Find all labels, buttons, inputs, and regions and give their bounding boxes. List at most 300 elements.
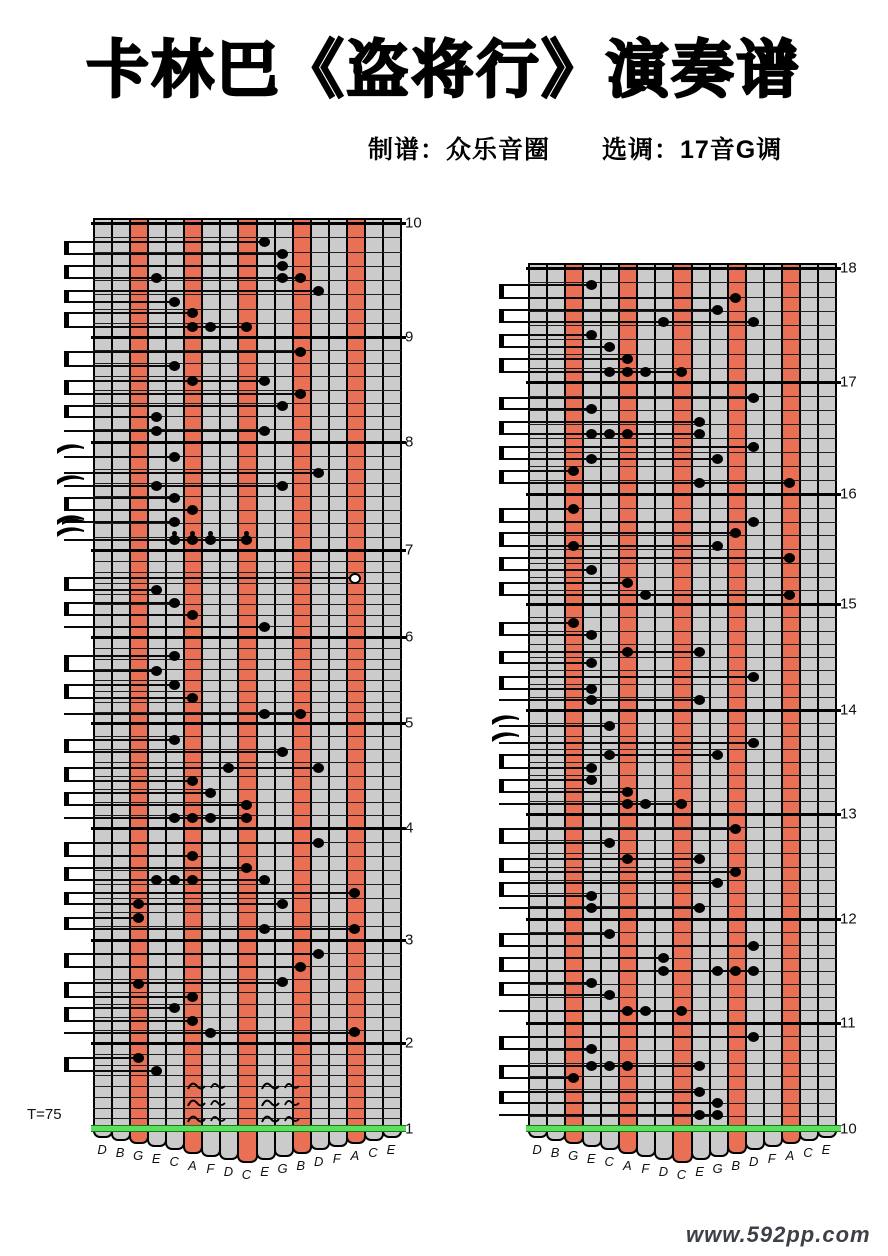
measure-number: 18 xyxy=(840,259,857,277)
note-stem-line xyxy=(499,742,758,744)
beat-row-line xyxy=(528,880,837,881)
tine-label: F xyxy=(641,1161,650,1176)
beat-row-line xyxy=(93,1086,402,1087)
measure-line xyxy=(91,722,406,725)
beat-row-line xyxy=(93,294,402,295)
note-dot xyxy=(604,750,615,760)
note-stem-line xyxy=(499,1102,722,1104)
note-stem-line xyxy=(64,867,251,869)
measure-number: 8 xyxy=(405,433,414,451)
note-dot xyxy=(151,481,162,491)
beam-bar xyxy=(499,421,504,435)
note-dot xyxy=(151,666,162,676)
flag-glyph xyxy=(489,711,525,727)
note-stem-line xyxy=(499,482,794,484)
measure-number: 11 xyxy=(840,1014,856,1032)
note-stem-line xyxy=(64,1020,196,1022)
measure-number: 2 xyxy=(405,1034,414,1052)
tremolo-glyph xyxy=(186,1098,228,1110)
tine-label: B xyxy=(731,1158,741,1173)
note-dot xyxy=(568,1073,579,1083)
beat-row-line xyxy=(93,762,402,763)
measure-number: 9 xyxy=(405,328,414,346)
note-dot xyxy=(205,322,216,332)
note-stem-line xyxy=(64,589,160,591)
note-dot xyxy=(586,775,597,785)
note-stem-line xyxy=(64,265,287,267)
note-dot xyxy=(169,297,180,307)
note-dot xyxy=(586,280,597,290)
note-stem-line xyxy=(64,393,305,395)
tine-label: D xyxy=(532,1142,542,1157)
beat-row-line xyxy=(528,410,837,411)
beat-row-line xyxy=(93,1004,402,1005)
note-dot xyxy=(676,799,687,809)
note-dot xyxy=(151,585,162,595)
tine-label: D xyxy=(314,1154,324,1169)
measure-line xyxy=(526,1022,841,1025)
beat-row-line xyxy=(528,853,837,854)
note-stem-line xyxy=(64,655,178,657)
note-stem-line xyxy=(64,804,251,806)
note-dot xyxy=(676,367,687,377)
beam-bar xyxy=(64,577,69,591)
beat-row-line xyxy=(93,659,402,660)
note-stem-line xyxy=(64,855,196,857)
beam-bar xyxy=(64,892,69,905)
beat-row-line xyxy=(93,594,402,595)
note-dot xyxy=(622,1061,633,1071)
note-stem-line xyxy=(499,521,758,523)
note-stem-line xyxy=(499,1114,722,1116)
note-dot xyxy=(169,517,180,527)
note-stem-line xyxy=(64,879,269,881)
tine-label: G xyxy=(712,1161,723,1176)
note-stem-line xyxy=(64,456,178,458)
beam-bar xyxy=(499,933,504,947)
note-dot xyxy=(187,535,198,545)
tine-label: B xyxy=(115,1145,125,1160)
note-dot xyxy=(187,1016,198,1026)
beam-bar xyxy=(64,917,69,930)
beat-row-line xyxy=(93,403,402,404)
note-stem-line xyxy=(499,622,577,624)
beam-bar xyxy=(499,334,504,348)
note-dot xyxy=(241,863,252,873)
tremolo-glyph xyxy=(186,1081,228,1093)
note-stem-line xyxy=(499,309,722,311)
beam-bar xyxy=(499,1091,504,1104)
note-dot xyxy=(259,924,270,934)
note-dot xyxy=(259,709,270,719)
beam-bar xyxy=(64,497,69,511)
note-dot xyxy=(586,630,597,640)
note-dot xyxy=(187,851,198,861)
note-dot xyxy=(187,610,198,620)
tremolo-icon xyxy=(260,1080,302,1092)
note-stem-line xyxy=(499,421,704,423)
beam-bar xyxy=(499,446,504,460)
note-stem-line xyxy=(499,933,613,935)
note-dot xyxy=(259,875,270,885)
beat-row-line xyxy=(93,1017,402,1018)
beam-bar xyxy=(64,982,69,998)
tine-label: E xyxy=(386,1142,396,1157)
measure-number: 3 xyxy=(405,931,414,949)
tine-label: E xyxy=(260,1164,269,1179)
tine-label: C xyxy=(169,1154,179,1169)
tine-strip-gray xyxy=(274,218,294,1157)
beat-row-line xyxy=(528,631,837,632)
note-stem-line xyxy=(64,792,214,794)
flag-icon xyxy=(54,440,90,456)
note-stem-line xyxy=(64,917,142,919)
beam-bar xyxy=(499,582,504,596)
note-stem-line xyxy=(499,994,613,996)
note-stem-line xyxy=(499,433,704,435)
note-stem-line xyxy=(64,577,359,579)
tine-label: C xyxy=(241,1167,252,1182)
note-dot xyxy=(586,684,597,694)
measure-number: 4 xyxy=(405,819,414,837)
note-dot xyxy=(622,1006,633,1016)
tine-label: E xyxy=(821,1142,831,1157)
note-stem-line xyxy=(499,882,722,884)
flag-icon xyxy=(489,711,525,727)
beat-row-line xyxy=(93,1097,402,1098)
beat-row-line xyxy=(93,376,402,377)
measure-number: 1 xyxy=(405,1120,414,1138)
measure-line xyxy=(91,222,406,225)
note-stem-line xyxy=(64,312,196,314)
beat-row-line xyxy=(93,736,402,737)
note-dot xyxy=(568,504,579,514)
note-stem-line xyxy=(499,945,758,947)
beam-bar xyxy=(64,655,69,672)
note-stem-line xyxy=(499,662,595,664)
beam-bar xyxy=(64,351,69,367)
note-stem-line xyxy=(499,557,794,559)
note-dot xyxy=(640,367,651,377)
note-stem-line xyxy=(499,446,758,448)
measure-number: 10 xyxy=(840,1120,857,1138)
note-stem-line xyxy=(499,358,631,360)
note-dot xyxy=(187,322,198,332)
note-stem-line xyxy=(499,1077,577,1079)
measure-number: 7 xyxy=(405,541,414,559)
note-stem-line xyxy=(499,779,595,781)
note-dot xyxy=(694,1110,705,1120)
note-dot xyxy=(604,929,615,939)
note-dot xyxy=(676,1006,687,1016)
beat-row-line xyxy=(528,670,837,671)
note-dot xyxy=(568,618,579,628)
tine-strip-gray xyxy=(201,218,221,1157)
note-stem-line xyxy=(64,982,287,984)
note-dot xyxy=(604,367,615,377)
note-stem-line xyxy=(499,842,613,844)
note-stem-line xyxy=(499,895,595,897)
note-stem-line xyxy=(64,684,178,686)
tine-label: C xyxy=(368,1145,378,1160)
note-stem-line xyxy=(499,470,577,472)
note-dot xyxy=(694,1061,705,1071)
tine-label: A xyxy=(622,1158,632,1173)
tremolo-icon xyxy=(186,1113,228,1125)
note-stem-line xyxy=(64,614,196,616)
beam-bar xyxy=(64,241,69,255)
note-dot xyxy=(586,404,597,414)
note-stem-line xyxy=(64,953,323,955)
beam-bar xyxy=(64,739,69,753)
beat-row-line xyxy=(528,697,837,698)
note-stem-line xyxy=(499,982,595,984)
note-dot xyxy=(169,493,180,503)
note-stem-line xyxy=(64,892,359,894)
beam-bar xyxy=(499,676,504,690)
note-dot xyxy=(151,412,162,422)
beam-bar xyxy=(64,405,69,418)
beam-bar xyxy=(64,953,69,968)
measure-line xyxy=(91,636,406,639)
note-stem-line xyxy=(64,253,287,255)
tine-label: C xyxy=(604,1154,614,1169)
note-stem-line xyxy=(64,485,287,487)
measure-line xyxy=(526,813,841,816)
beat-row-line xyxy=(93,1065,402,1066)
note-dot xyxy=(169,680,180,690)
note-dot xyxy=(586,658,597,668)
note-stem-line xyxy=(64,780,196,782)
tine-label: G xyxy=(133,1148,144,1163)
beat-row-line xyxy=(93,789,402,790)
note-dot xyxy=(586,978,597,988)
note-dot xyxy=(604,1061,615,1071)
beat-row-line xyxy=(93,483,402,484)
beat-row-line xyxy=(93,561,402,562)
note-dot xyxy=(586,903,597,913)
measure-line xyxy=(91,827,406,830)
note-stem-line xyxy=(64,670,160,672)
note-stem-line xyxy=(64,405,287,407)
note-dot xyxy=(622,429,633,439)
tine-strip-gray xyxy=(256,218,276,1160)
note-stem-line xyxy=(499,284,595,286)
tine-label: F xyxy=(206,1161,215,1176)
note-dot xyxy=(133,1053,144,1063)
measure-number: 5 xyxy=(405,714,414,732)
note-dot xyxy=(604,342,615,352)
beat-row-line xyxy=(528,339,837,340)
note-dot xyxy=(658,966,669,976)
note-dot xyxy=(205,813,216,823)
note-dot xyxy=(586,429,597,439)
note-dot xyxy=(151,875,162,885)
page-subtitle: 制谱：众乐音圈 选调：17音G调 xyxy=(368,136,783,164)
note-stem-line xyxy=(64,996,196,998)
tine-label: C xyxy=(676,1167,687,1182)
tine-label: F xyxy=(767,1151,776,1166)
note-dot xyxy=(241,813,252,823)
tine-label: D xyxy=(749,1154,759,1169)
note-dot xyxy=(259,426,270,436)
note-stem-line xyxy=(64,326,251,328)
beam-bar xyxy=(499,779,504,793)
note-dot xyxy=(622,799,633,809)
note-dot xyxy=(694,695,705,705)
beat-row-line xyxy=(93,280,402,281)
start-line-green xyxy=(91,1125,406,1132)
tine-strip-gray xyxy=(310,218,330,1150)
tremolo-icon xyxy=(260,1097,302,1109)
start-line-green xyxy=(526,1125,841,1132)
note-stem-line xyxy=(64,903,287,905)
tremolo-icon xyxy=(186,1080,228,1092)
tine-label: E xyxy=(695,1164,704,1179)
note-dot xyxy=(694,429,705,439)
note-dot xyxy=(604,990,615,1000)
note-dot xyxy=(169,735,180,745)
measure-number: 14 xyxy=(840,701,857,719)
note-dot xyxy=(259,237,270,247)
note-dot xyxy=(694,647,705,657)
note-dot xyxy=(604,838,615,848)
note-dot xyxy=(151,426,162,436)
note-dot xyxy=(169,361,180,371)
beat-row-line xyxy=(528,325,837,326)
note-stem-line xyxy=(499,458,722,460)
beam-bar xyxy=(499,828,504,844)
note-stem-line xyxy=(64,602,178,604)
note-stem-line xyxy=(499,676,758,678)
note-dot xyxy=(169,651,180,661)
note-stem-line xyxy=(499,767,595,769)
measure-line xyxy=(91,441,406,444)
beam-bar xyxy=(499,284,504,299)
measure-line xyxy=(526,603,841,606)
beam-bar xyxy=(499,358,504,373)
note-dot xyxy=(187,875,198,885)
beat-row-line xyxy=(93,1118,402,1119)
beat-row-line xyxy=(528,438,837,439)
note-stem-line xyxy=(64,430,269,432)
beat-row-line xyxy=(93,604,402,605)
note-dot xyxy=(586,1061,597,1071)
beam-bar xyxy=(499,532,504,547)
page-title: 卡林巴《盗将行》演奏谱 xyxy=(86,36,802,105)
beat-row-line xyxy=(93,309,402,310)
beam-bar xyxy=(64,312,69,328)
note-stem-line xyxy=(64,626,269,628)
beam-bar xyxy=(499,309,504,323)
tine-strip-gray xyxy=(219,218,239,1160)
note-dot xyxy=(568,466,579,476)
tine-label: A xyxy=(785,1148,795,1163)
note-dot xyxy=(694,1087,705,1097)
flag-icon xyxy=(489,728,525,744)
beat-row-line xyxy=(93,702,402,703)
note-dot xyxy=(205,535,216,545)
note-stem-line xyxy=(64,817,251,819)
note-stem-line xyxy=(64,290,323,292)
beat-row-line xyxy=(528,984,837,985)
beat-row-line xyxy=(93,1108,402,1109)
beat-row-line xyxy=(528,775,837,776)
note-dot xyxy=(658,953,669,963)
beat-row-line xyxy=(528,736,837,737)
beat-row-line xyxy=(93,776,402,777)
note-dot xyxy=(187,693,198,703)
measure-number: 10 xyxy=(405,214,422,232)
note-dot xyxy=(640,590,651,600)
tremolo-icon xyxy=(186,1097,228,1109)
tine-label: A xyxy=(350,1148,360,1163)
note-stem-line xyxy=(64,697,196,699)
note-dot xyxy=(151,273,162,283)
note-dot xyxy=(622,367,633,377)
note-stem-line xyxy=(64,416,160,418)
note-dot xyxy=(622,854,633,864)
measure-line xyxy=(91,939,406,942)
note-dot xyxy=(586,1044,597,1054)
measure-number: 6 xyxy=(405,628,414,646)
note-stem-line xyxy=(64,1070,160,1072)
tine-label: F xyxy=(332,1151,341,1166)
tempo-label: T=75 xyxy=(27,1106,62,1123)
note-stem-line xyxy=(499,791,631,793)
beam-bar xyxy=(499,557,504,571)
note-dot xyxy=(586,330,597,340)
beam-bar xyxy=(499,1036,504,1050)
note-stem-line xyxy=(64,241,269,243)
tine-strip-red xyxy=(183,218,203,1154)
note-dot xyxy=(151,1066,162,1076)
beat-row-line xyxy=(93,691,402,692)
note-dot xyxy=(169,813,180,823)
note-dot xyxy=(586,763,597,773)
beat-row-line xyxy=(528,657,837,658)
tine-strip-gray xyxy=(93,218,113,1138)
tine-label: G xyxy=(568,1148,579,1163)
note-stem-line xyxy=(499,408,595,410)
beam-bar xyxy=(499,1065,504,1079)
measure-number: 17 xyxy=(840,373,857,391)
measure-line xyxy=(526,493,841,496)
note-stem-line xyxy=(499,871,740,873)
beam-bar xyxy=(64,792,69,806)
note-stem-line xyxy=(499,907,704,909)
note-stem-line xyxy=(499,508,577,510)
beat-row-line xyxy=(528,684,837,685)
note-stem-line xyxy=(499,828,740,830)
note-stem-line xyxy=(499,1065,704,1067)
beat-row-line xyxy=(528,867,837,868)
beam-bar xyxy=(499,651,504,664)
tine-label: G xyxy=(277,1161,288,1176)
note-stem-line xyxy=(499,321,758,323)
tine-label: D xyxy=(97,1142,107,1157)
note-stem-line xyxy=(499,957,667,959)
tine-label: E xyxy=(586,1151,596,1166)
beat-row-line xyxy=(93,1075,402,1076)
beam-bar xyxy=(64,767,69,782)
note-dot xyxy=(586,891,597,901)
beam-bar xyxy=(499,882,504,897)
measure-number: 13 xyxy=(840,805,857,823)
note-stem-line xyxy=(64,767,323,769)
beam-bar xyxy=(64,380,69,395)
measure-line xyxy=(91,1042,406,1045)
